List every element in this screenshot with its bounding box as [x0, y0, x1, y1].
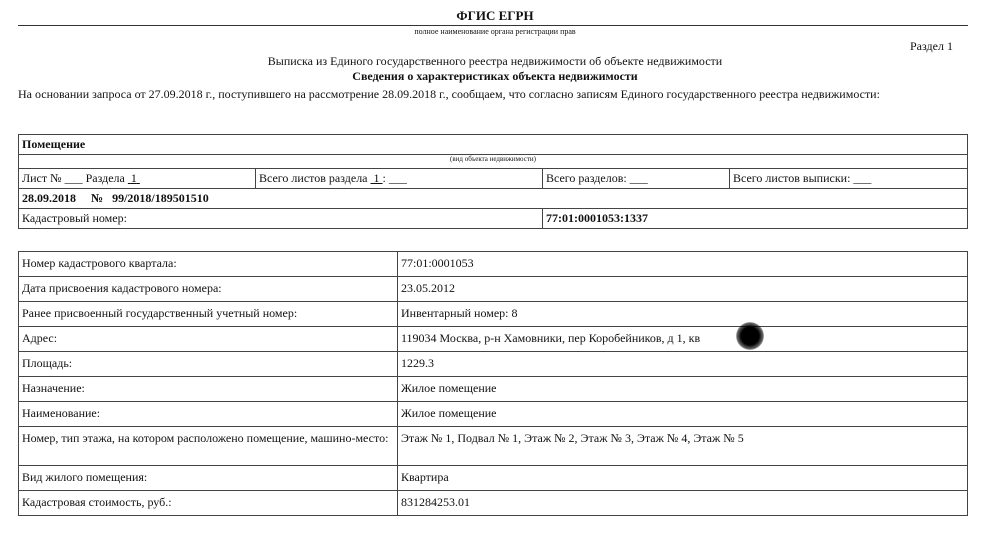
- total-sections-label: Всего разделов:: [546, 171, 627, 185]
- table-row: [19, 377, 968, 402]
- object-header-table: [18, 134, 968, 229]
- cadastral-number-cell: [543, 209, 968, 229]
- number-sign: №: [91, 191, 104, 205]
- table-row: [19, 352, 968, 377]
- property-label: Номер, тип этажа, на котором расположено помещение, машино-место:: [19, 427, 398, 466]
- total-sections-cell: Всего разделов: ___: [543, 169, 730, 189]
- property-label: Ранее присвоенный государственный учетный номер:: [19, 302, 398, 327]
- redaction-blur: [736, 322, 764, 350]
- object-type: Помещение: [22, 137, 86, 151]
- property-value: 77:01:0001053: [398, 252, 968, 277]
- property-value: 1229.3: [398, 352, 968, 377]
- basis-paragraph: На основании запроса от 27.09.2018 г., поступившего на рассмотрение 28.09.2018 г., сообщаем, что согласно записям Единого государственного реестра недвижимости:: [18, 87, 880, 101]
- property-label: Номер кадастрового квартала:: [19, 252, 398, 277]
- extract-title: Выписка из Единого государственного реестра недвижимости об объекте недвижимости: [267, 54, 723, 68]
- cadastral-label: Кадастровый номер:: [22, 211, 127, 225]
- sheet-label: Лист №: [22, 171, 62, 185]
- table-row: [19, 327, 968, 352]
- total-extract-sheets-cell: Всего листов выписки: ___: [730, 169, 968, 189]
- property-label: Наименование:: [19, 402, 398, 427]
- table-row: [19, 427, 968, 466]
- property-value: Этаж № 1, Подвал № 1, Этаж № 2, Этаж № 3, Этаж № 4, Этаж № 5: [398, 427, 968, 466]
- total-section-sheets-value: 1: [373, 171, 380, 185]
- object-type-cell: [19, 135, 968, 155]
- extract-date: 28.09.2018: [22, 191, 76, 205]
- property-label: Кадастровая стоимость, руб.:: [19, 491, 398, 516]
- property-label: Вид жилого помещения:: [19, 466, 398, 491]
- registry-subtitle: полное наименование органа регистрации прав: [414, 27, 576, 36]
- property-value: 23.05.2012: [398, 277, 968, 302]
- property-value: Жилое помещение: [398, 402, 968, 427]
- section-number-label: Раздела: [85, 171, 125, 185]
- property-label: Площадь:: [19, 352, 398, 377]
- extract-number: 99/2018/189501510: [112, 191, 209, 205]
- property-value: 831284253.01: [398, 491, 968, 516]
- table-row: [19, 302, 968, 327]
- property-value: Жилое помещение: [398, 377, 968, 402]
- table-row: [19, 491, 968, 516]
- sheet-cell: Лист № ___ Раздела 1: [19, 169, 256, 189]
- properties-table: [18, 251, 968, 516]
- property-value: Инвентарный номер: 8: [398, 302, 968, 327]
- table-row: [19, 277, 968, 302]
- property-value: 119034 Москва, р-н Хамовники, пер Коробейников, д 1, кв: [398, 327, 968, 352]
- object-type-caption: [19, 155, 968, 169]
- cadastral-number: 77:01:0001053:1337: [546, 211, 648, 225]
- property-label: Адрес:: [19, 327, 398, 352]
- table-row: [19, 466, 968, 491]
- table-row: [19, 252, 968, 277]
- total-section-sheets-label: Всего листов раздела: [259, 171, 368, 185]
- property-label: Дата присвоения кадастрового номера:: [19, 277, 398, 302]
- section-number: 1: [130, 171, 137, 185]
- table-row: [19, 402, 968, 427]
- document-heading: Сведения о характеристиках объекта недвижимости: [352, 69, 638, 83]
- extract-number-cell: [19, 189, 968, 209]
- property-value: Квартира: [398, 466, 968, 491]
- object-type-caption-text: (вид объекта недвижимости): [450, 155, 536, 163]
- property-label: Назначение:: [19, 377, 398, 402]
- registry-title: ФГИС ЕГРН: [456, 8, 534, 23]
- section-label: Раздел 1: [910, 39, 953, 53]
- title-underline: [18, 25, 968, 26]
- total-section-sheets-cell: Всего листов раздела 1 : ___: [256, 169, 543, 189]
- total-extract-sheets-label: Всего листов выписки:: [733, 171, 851, 185]
- cadastral-label-cell: [19, 209, 543, 229]
